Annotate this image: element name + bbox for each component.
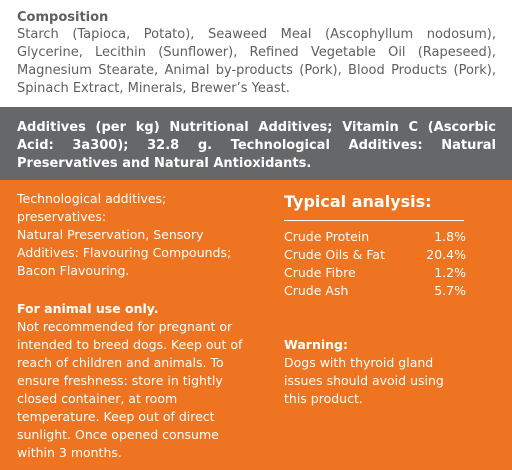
analysis-heading: Typical analysis: — [284, 192, 432, 211]
composition-section — [0, 0, 512, 107]
note-line: temperature. Keep out of direct — [17, 409, 215, 424]
composition-heading: Composition — [17, 10, 109, 25]
left-column — [17, 190, 247, 462]
analysis-label: Crude Ash — [284, 283, 349, 298]
warning-line: Dogs with thyroid gland — [284, 355, 434, 370]
analysis-divider — [284, 220, 464, 221]
tech-line: Natural Preservation, Sensory — [17, 227, 204, 242]
tech-line: preservatives: — [17, 209, 107, 224]
analysis-row — [284, 264, 466, 282]
right-column — [284, 190, 498, 406]
tech-line: Additives: Flavouring Compounds; — [17, 245, 232, 260]
note-line: closed container, at room — [17, 391, 178, 406]
analysis-label: Crude Oils & Fat — [284, 247, 385, 262]
additives-section — [0, 107, 512, 180]
tech-line: Bacon Flavouring. — [17, 263, 130, 278]
warning-heading: Warning: — [284, 337, 348, 352]
analysis-value: 1.2% — [434, 265, 466, 280]
note-line: intended to breed dogs. Keep out of — [17, 337, 243, 352]
composition-text: Starch (Tapioca, Potato), Seaweed Meal (Ascophyllum nodosum), Glycerine, Lecithin (Sunflower), Refined Vegetable Oil (Rapeseed), Magnesium Stearate, Animal by-products (Pork), Blood Products (Pork), Spinach Extract, Minerals, Brewer’s Yeast. — [17, 27, 496, 96]
note-line: sunlight. Once opened consume — [17, 427, 219, 442]
info-panel — [0, 180, 512, 470]
analysis-row — [284, 246, 466, 264]
analysis-value: 1.8% — [434, 229, 466, 244]
animal-use-heading: For animal use only. — [17, 301, 159, 316]
warning-line: issues should avoid using — [284, 373, 444, 388]
note-line: ensure freshness: store in tightly — [17, 373, 223, 388]
note-line: Not recommended for pregnant or — [17, 319, 233, 334]
warning-block — [284, 336, 498, 408]
warning-line: this product. — [284, 391, 363, 406]
note-line: reach of children and animals. To — [17, 355, 224, 370]
analysis-label: Crude Fibre — [284, 265, 356, 280]
analysis-row — [284, 228, 466, 246]
analysis-value: 5.7% — [434, 283, 466, 298]
analysis-value: 20.4% — [426, 247, 466, 262]
analysis-row — [284, 282, 466, 300]
spacer — [17, 280, 247, 300]
tech-line: Technological additives; — [17, 191, 167, 206]
analysis-label: Crude Protein — [284, 229, 370, 244]
additives-text: Additives (per kg) Nutritional Additives; Vitamin C (Ascorbic Acid: 3a300); 32.8 g. Technological Additives: Natural Preservatives and Natural Antioxidants. — [17, 120, 496, 171]
note-line: within 3 months. — [17, 445, 122, 460]
